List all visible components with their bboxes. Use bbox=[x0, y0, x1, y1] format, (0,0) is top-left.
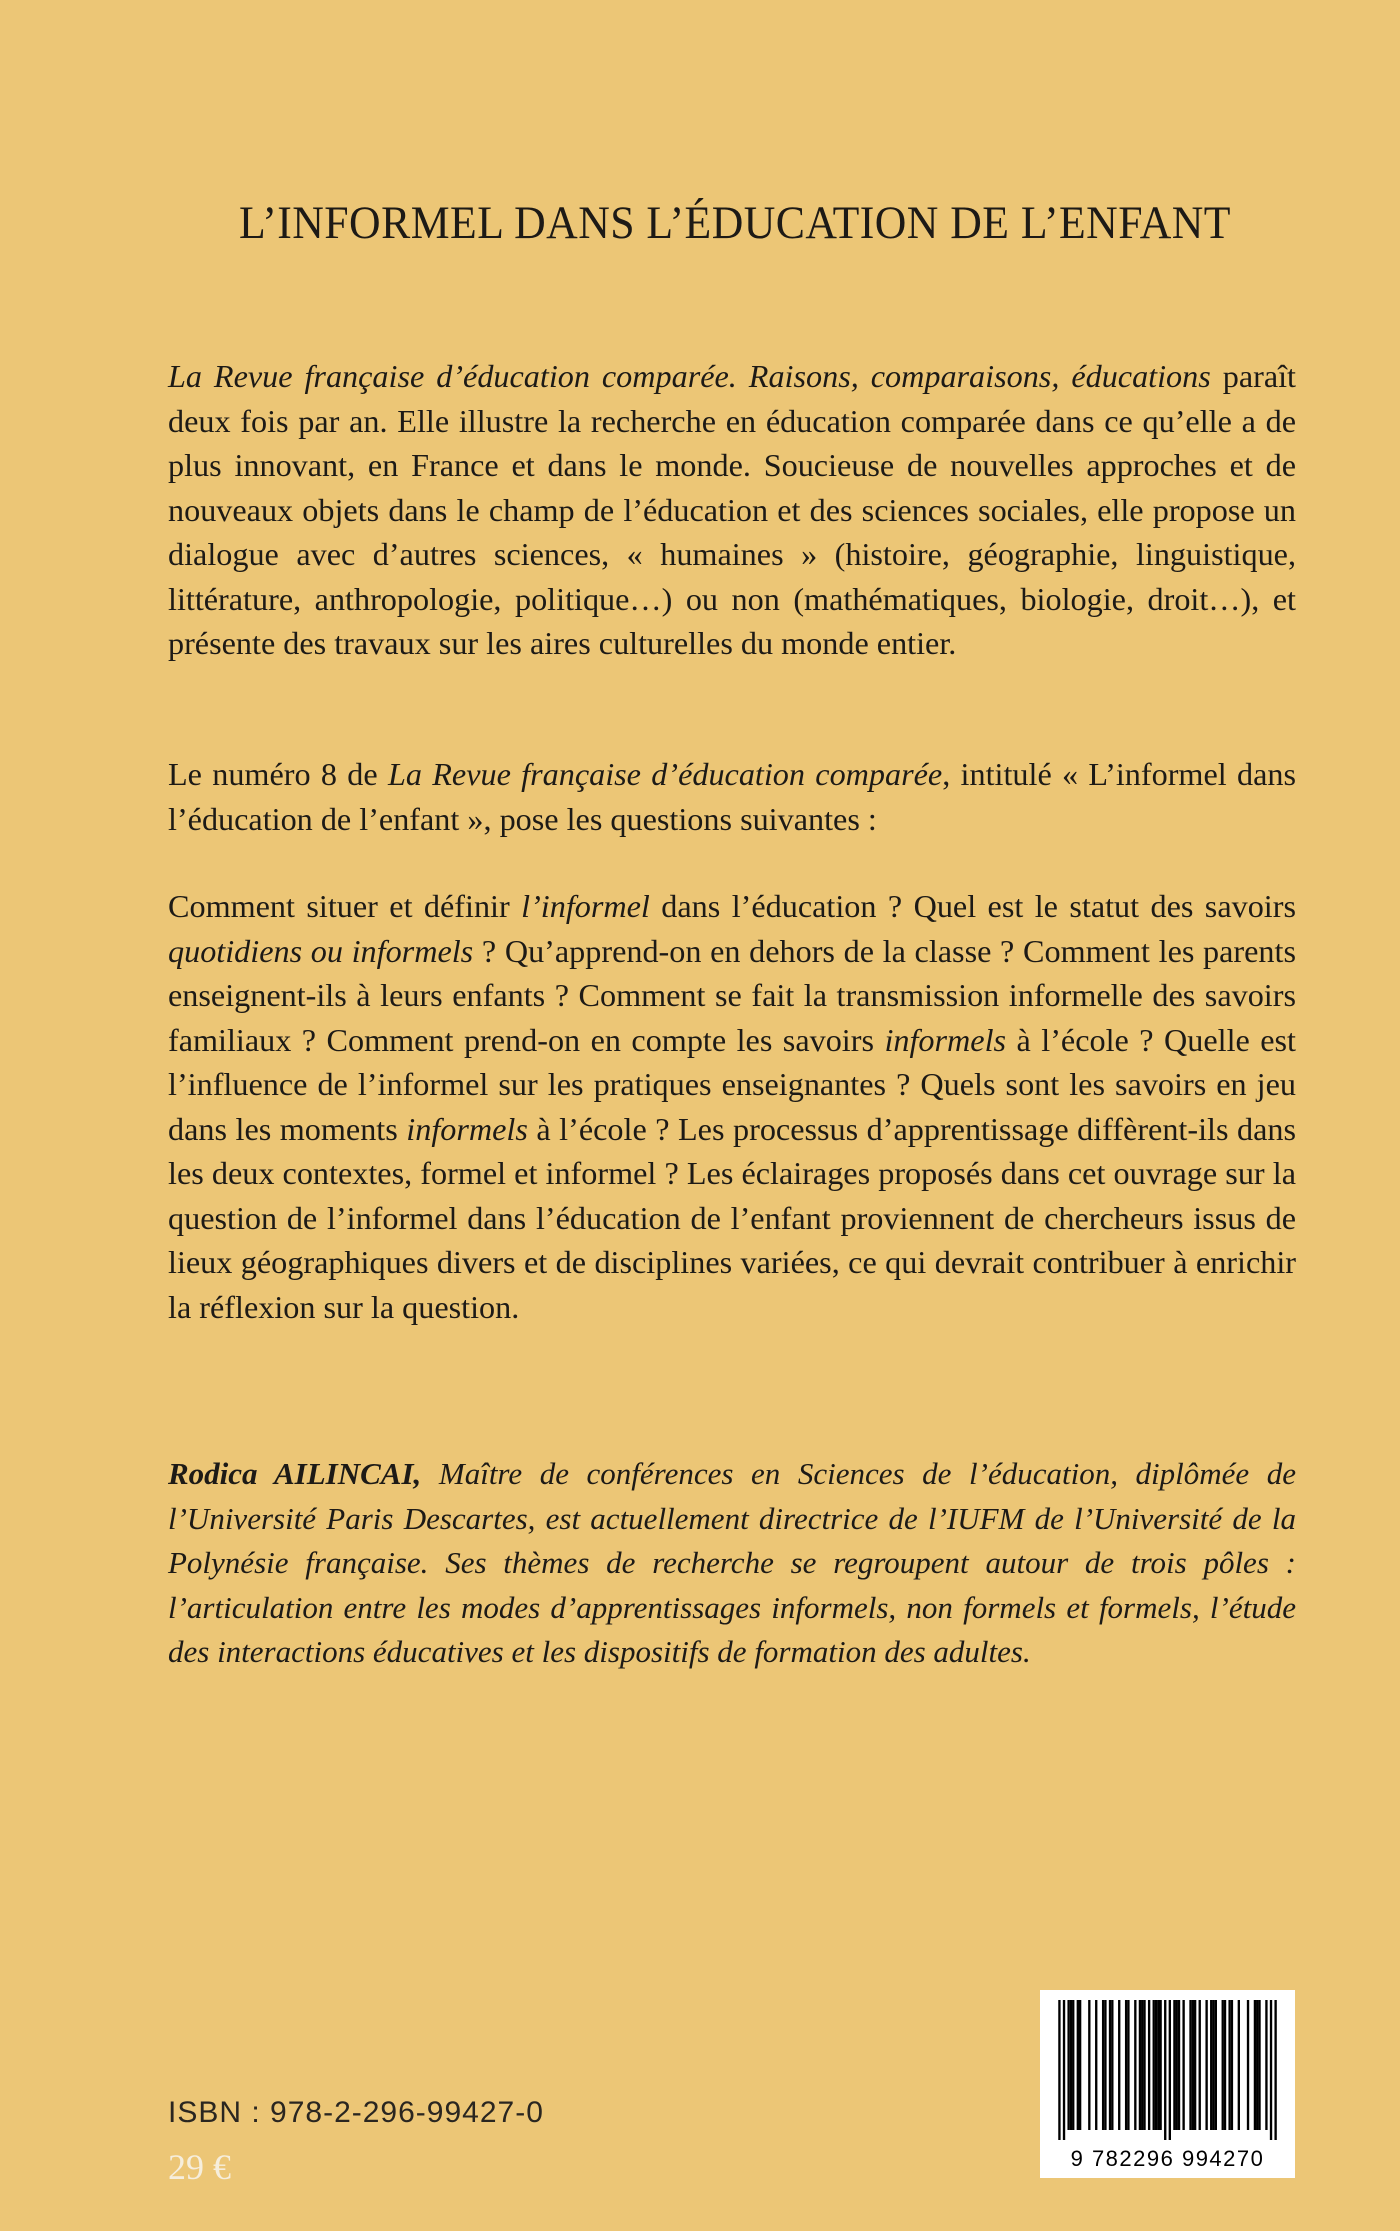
author-name: Rodica AILINCAI, bbox=[168, 1456, 422, 1491]
barcode-bar bbox=[1095, 2000, 1097, 2130]
barcode-bar bbox=[1070, 2000, 1072, 2130]
questions-paragraph bbox=[168, 884, 1296, 1329]
barcode-bar bbox=[1238, 2000, 1240, 2130]
barcode-bar bbox=[1109, 2000, 1111, 2130]
barcode-bar bbox=[1088, 2000, 1090, 2130]
barcode-bar bbox=[1063, 2000, 1065, 2140]
barcode-bars bbox=[1040, 1990, 1295, 2140]
barcode-bar bbox=[1224, 2000, 1226, 2130]
barcode-bar bbox=[1228, 2000, 1230, 2130]
barcode-bar bbox=[1125, 2000, 1127, 2130]
questions-italic: informels bbox=[406, 1110, 528, 1147]
barcode-bar bbox=[1192, 2000, 1194, 2130]
questions-text: dans l’éducation ? Quel est le statut des savoirs bbox=[649, 888, 1296, 924]
questions-text: ? Qu’apprend-on en dehors de la classe ? Comment les parents enseignent-ils à leurs enfants ? Comment se fait la transmission informelle des savoirs familiaux ? Comment prend-on en compte les savoirs bbox=[168, 932, 1296, 1058]
barcode-bar bbox=[1139, 2000, 1141, 2130]
barcode-bar bbox=[1256, 2000, 1258, 2130]
book-title: L’INFORMEL DANS L’ÉDUCATION DE L’ENFANT bbox=[239, 197, 1231, 249]
price-label: 29 € bbox=[168, 2147, 231, 2187]
barcode-bar bbox=[1127, 2000, 1129, 2130]
barcode-bar bbox=[1176, 2000, 1178, 2130]
isbn-label: ISBN : 978-2-296-99427-0 bbox=[168, 2096, 544, 2129]
barcode-bar bbox=[1159, 2000, 1161, 2130]
barcode-bar bbox=[1222, 2000, 1224, 2130]
issue-paragraph bbox=[168, 752, 1296, 841]
barcode bbox=[1040, 1990, 1295, 2178]
questions-text: à l’école ? Quelle est l’influence de l’informel sur les pratiques enseignantes ? Quels sont les savoirs en jeu dans les moments bbox=[168, 1021, 1296, 1147]
barcode-bar bbox=[1118, 2000, 1120, 2130]
barcode-bar bbox=[1134, 2000, 1136, 2130]
barcode-bar bbox=[1143, 2000, 1145, 2130]
barcode-bar bbox=[1164, 2000, 1166, 2140]
barcode-bar bbox=[1265, 2000, 1267, 2130]
barcode-bar bbox=[1247, 2000, 1249, 2130]
barcode-bar bbox=[1079, 2000, 1081, 2130]
barcode-bar bbox=[1067, 2000, 1069, 2130]
journal-title-inline: La Revue française d’éducation comparée bbox=[387, 756, 943, 792]
barcode-bar bbox=[1072, 2000, 1074, 2130]
description-paragraph bbox=[168, 354, 1296, 666]
barcode-digits: 9 782296 994270 bbox=[1070, 2146, 1265, 2171]
barcode-bar bbox=[1205, 2000, 1207, 2130]
barcode-bar bbox=[1173, 2000, 1175, 2130]
questions-text: à l’école ? Les processus d’apprentissage diffèrent-ils dans les deux contextes, formel et informel ? Les éclairages proposés dans cet ouvrage sur la question de l’informel dans l’éducation de l’enfant proviennent de chercheurs issus de lieux géographiques divers et de disciplines variées, ce qui devrait contribuer à enrichir la réflexion sur la question. bbox=[168, 1110, 1296, 1325]
author-bio-text: Maître de conférences en Sciences de l’éducation, diplômée de l’Université Paris Descartes, est actuellement directrice de l’IUFM de l’Université de la Polynésie française. Ses thèmes de recherche se regroupent autour de trois pôles : l’articulation entre les modes d’apprentissages informels, non formels et formels, l’étude des interactions éducatives et les dispositifs de formation des adultes. bbox=[168, 1456, 1297, 1669]
barcode-bar bbox=[1141, 2000, 1143, 2130]
barcode-bar bbox=[1148, 2000, 1150, 2130]
barcode-bar bbox=[1153, 2000, 1155, 2130]
questions-text: Comment situer et définir bbox=[168, 888, 522, 924]
author-bio bbox=[168, 1452, 1296, 1675]
barcode-bar bbox=[1077, 2000, 1079, 2130]
questions-italic: quotidiens ou informels bbox=[168, 932, 474, 969]
barcode-bar bbox=[1111, 2000, 1113, 2130]
barcode-bar bbox=[1210, 2000, 1212, 2130]
barcode-bar bbox=[1157, 2000, 1159, 2130]
barcode-bar bbox=[1189, 2000, 1191, 2130]
issue-text-end: , intitulé « L’informel dans l’éducation de l’enfant », pose les questions suivantes : bbox=[168, 756, 1296, 837]
barcode-bar bbox=[1169, 2000, 1171, 2140]
barcode-bar bbox=[1270, 2000, 1272, 2140]
barcode-bar bbox=[1102, 2000, 1104, 2130]
barcode-bar bbox=[1274, 2000, 1276, 2140]
barcode-bar bbox=[1104, 2000, 1106, 2130]
barcode-bar bbox=[1254, 2000, 1256, 2130]
barcode-bar bbox=[1258, 2000, 1260, 2130]
questions-italic: informels bbox=[884, 1021, 1007, 1058]
barcode-bar bbox=[1058, 2000, 1060, 2140]
barcode-bar bbox=[1155, 2000, 1157, 2130]
barcode-bar bbox=[1215, 2000, 1217, 2130]
issue-text-start: Le numéro 8 de bbox=[168, 756, 388, 792]
journal-title: La Revue française d’éducation comparée. Raisons, comparaisons, éducations bbox=[168, 358, 1211, 394]
barcode-bar bbox=[1194, 2000, 1196, 2130]
barcode-bar bbox=[1178, 2000, 1180, 2130]
barcode-bar bbox=[1182, 2000, 1184, 2130]
barcode-bar bbox=[1199, 2000, 1201, 2130]
description-text: paraît deux fois par an. Elle illustre la recherche en éducation comparée dans ce qu’elle a de plus innovant, en France et dans le monde. Soucieuse de nouvelles approches et de nouveaux objets dans le champ de l’éducation et des sciences sociales, elle propose un dialogue avec d’autres sciences, « humaines » (histoire, géographie, linguistique, littérature, anthropologie, politique…) ou non (mathématiques, biologie, droit…), et présente des travaux sur les aires culturelles du monde entier. bbox=[168, 358, 1296, 661]
barcode-bar bbox=[1212, 2000, 1214, 2130]
questions-italic: l’informel bbox=[521, 888, 650, 924]
barcode-bar bbox=[1231, 2000, 1233, 2130]
